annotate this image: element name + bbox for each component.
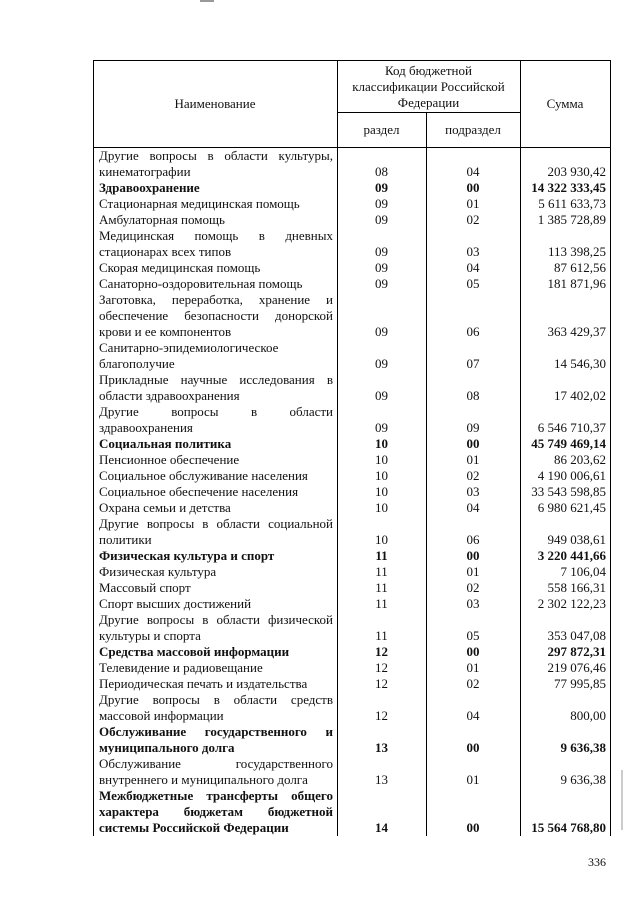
table-row: [93, 660, 610, 676]
table-row: [93, 452, 610, 468]
table-row: [93, 148, 610, 180]
row-name: Физическая культура: [99, 564, 217, 579]
table-row: [93, 292, 610, 340]
row-sum: 949 038,61: [547, 532, 606, 547]
row-razdel: 09: [375, 276, 388, 291]
row-name: Другие вопросы в области средств массовой информации: [99, 692, 333, 723]
row-podrazdel: 01: [466, 452, 480, 467]
column-divider: [426, 112, 427, 836]
row-sum: 181 871,96: [547, 276, 606, 291]
row-razdel: 12: [375, 708, 388, 723]
row-razdel: 09: [375, 212, 388, 227]
row-podrazdel: 04: [466, 708, 480, 723]
row-podrazdel: 07: [466, 356, 480, 371]
row-sum: 15 564 768,80: [531, 820, 606, 835]
row-razdel: 11: [375, 596, 388, 611]
row-podrazdel: 06: [466, 532, 480, 547]
row-name: Санаторно-оздоровительная помощь: [99, 276, 303, 291]
table-row: [93, 196, 610, 212]
table-row: [93, 212, 610, 228]
row-razdel: 14: [375, 820, 388, 835]
row-razdel: 12: [375, 660, 388, 675]
row-name: Социальное обслуживание населения: [99, 468, 308, 483]
table-row: [93, 484, 610, 500]
row-name: Охрана семьи и детства: [99, 500, 231, 515]
row-razdel: 10: [375, 436, 388, 451]
row-razdel: 11: [375, 564, 388, 579]
row-sum: 5 611 633,73: [538, 196, 606, 211]
row-name: Другие вопросы в области культуры, кинематографии: [99, 148, 333, 179]
row-podrazdel: 01: [466, 772, 480, 787]
header-budget-code: Код бюджетной классификации Российской Федерации: [337, 61, 520, 113]
row-name: Заготовка, переработка, хранение и обеспечение безопасности донорской крови и ее компонентов: [99, 292, 333, 339]
row-name: Социальная политика: [99, 436, 232, 451]
row-name: Пенсионное обеспечение: [99, 452, 240, 467]
row-name: Другие вопросы в области здравоохранения: [99, 404, 333, 435]
row-sum: 9 636,38: [560, 772, 606, 787]
row-name: Другие вопросы в области физической культуры и спорта: [99, 612, 333, 643]
table-row: [93, 436, 610, 452]
table-row: [93, 548, 610, 564]
table-row: [93, 564, 610, 580]
row-sum: 77 995,85: [554, 676, 606, 691]
row-podrazdel: 00: [466, 820, 480, 835]
row-name: Социальное обеспечение населения: [99, 484, 299, 499]
row-sum: 2 302 122,23: [537, 596, 606, 611]
row-podrazdel: 03: [466, 596, 480, 611]
table-row: [93, 180, 610, 196]
row-razdel: 09: [375, 196, 388, 211]
row-podrazdel: 03: [466, 484, 480, 499]
row-name: Стационарная медицинская помощь: [99, 196, 300, 211]
table-row: [93, 596, 610, 612]
row-sum: 14 546,30: [554, 356, 606, 371]
row-name: Прикладные научные исследования в области здравоохранения: [99, 372, 333, 403]
row-podrazdel: 02: [466, 212, 480, 227]
table-row: [93, 468, 610, 484]
table-header: [93, 60, 610, 148]
header-razdel: раздел: [363, 122, 400, 137]
row-name: Телевидение и радиовещание: [99, 660, 263, 675]
row-razdel: 12: [375, 644, 388, 659]
table-row: [93, 756, 610, 788]
column-divider: [93, 60, 94, 836]
row-name: Периодическая печать и издательства: [99, 676, 308, 691]
row-sum: 1 385 728,89: [537, 212, 606, 227]
row-sum: 219 076,46: [547, 660, 606, 675]
table-row: [93, 260, 610, 276]
row-name: Массовый спорт: [99, 580, 191, 595]
row-name: Средства массовой информации: [99, 644, 290, 659]
column-divider: [520, 60, 521, 836]
row-sum: 14 322 333,45: [531, 180, 606, 195]
row-name: Здравоохранение: [99, 180, 200, 195]
row-name: Межбюджетные трансферты общего характера бюджетам бюджетной системы Российской Федерации: [99, 788, 333, 835]
row-podrazdel: 00: [466, 548, 480, 563]
row-sum: 6 980 621,45: [537, 500, 606, 515]
row-podrazdel: 01: [466, 660, 480, 675]
table-row: [93, 580, 610, 596]
table-row: [93, 644, 610, 660]
row-name: Медицинская помощь в дневных стационарах всех типов: [99, 228, 333, 259]
row-razdel: 09: [375, 420, 388, 435]
row-sum: 558 166,31: [547, 580, 606, 595]
table-row: [93, 404, 610, 436]
table-row: [93, 340, 610, 372]
row-sum: 363 429,37: [547, 324, 606, 339]
row-razdel: 10: [375, 468, 388, 483]
row-razdel: 10: [375, 532, 388, 547]
row-podrazdel: 04: [466, 260, 480, 275]
row-podrazdel: 02: [466, 580, 480, 595]
row-razdel: 10: [375, 452, 388, 467]
row-name: Другие вопросы в области социальной политики: [99, 516, 333, 547]
row-podrazdel: 00: [466, 180, 480, 195]
row-sum: 87 612,56: [554, 260, 606, 275]
table-row: [93, 228, 610, 260]
row-podrazdel: 01: [466, 196, 480, 211]
row-name: Физическая культура и спорт: [99, 548, 275, 563]
row-podrazdel: 06: [466, 324, 480, 339]
row-name: Санитарно-эпидемиологическое благополучие: [99, 340, 279, 371]
row-sum: 297 872,31: [547, 644, 606, 659]
table-row: [93, 676, 610, 692]
row-podrazdel: 00: [466, 436, 480, 451]
budget-table: [93, 60, 610, 836]
row-sum: 4 190 006,61: [537, 468, 606, 483]
row-razdel: 09: [375, 180, 388, 195]
row-name: Обслуживание государственного и муниципального долга: [99, 724, 333, 755]
row-podrazdel: 05: [466, 276, 480, 291]
row-sum: 7 106,04: [560, 564, 606, 579]
row-podrazdel: 03: [466, 244, 480, 259]
table-row: [93, 724, 610, 756]
row-podrazdel: 01: [466, 564, 480, 579]
row-razdel: 13: [375, 772, 388, 787]
row-sum: 45 749 469,14: [531, 436, 606, 451]
table-body: [93, 148, 610, 836]
scan-mark-top: [200, 0, 214, 2]
row-podrazdel: 00: [466, 644, 480, 659]
scan-mark-right: [621, 770, 623, 830]
row-podrazdel: 04: [466, 164, 480, 179]
row-sum: 17 402,02: [554, 388, 606, 403]
row-name: Обслуживание государственного внутреннего и муниципального долга: [99, 756, 333, 787]
row-razdel: 10: [375, 500, 388, 515]
row-podrazdel: 05: [466, 628, 480, 643]
row-sum: 203 930,42: [547, 164, 606, 179]
table-row: [93, 612, 610, 644]
row-razdel: 08: [375, 164, 388, 179]
header-podrazdel: подраздел: [445, 122, 501, 137]
row-razdel: 10: [375, 484, 388, 499]
table-row: [93, 516, 610, 548]
row-razdel: 09: [375, 244, 388, 259]
row-podrazdel: 09: [466, 420, 480, 435]
row-razdel: 09: [375, 356, 388, 371]
column-divider: [337, 60, 338, 836]
page-number: 336: [588, 855, 606, 869]
header-sum: Сумма: [546, 96, 584, 111]
row-podrazdel: 00: [466, 740, 480, 755]
row-podrazdel: 02: [466, 676, 480, 691]
row-name: Спорт высших достижений: [99, 596, 252, 611]
row-razdel: 09: [375, 388, 388, 403]
header-name: Наименование: [174, 96, 256, 111]
row-sum: 353 047,08: [547, 628, 606, 643]
table-row: [93, 692, 610, 724]
row-sum: 86 203,62: [554, 452, 606, 467]
row-name: Амбулаторная помощь: [99, 212, 225, 227]
column-divider: [610, 60, 611, 836]
row-sum: 3 220 441,66: [537, 548, 606, 563]
row-razdel: 13: [375, 740, 388, 755]
row-name: Скорая медицинская помощь: [99, 260, 261, 275]
row-sum: 33 543 598,85: [531, 484, 606, 499]
row-razdel: 09: [375, 260, 388, 275]
row-razdel: 11: [375, 628, 388, 643]
row-razdel: 11: [375, 580, 388, 595]
table-row: [93, 500, 610, 516]
row-podrazdel: 04: [466, 500, 480, 515]
row-sum: 113 398,25: [547, 244, 606, 259]
row-razdel: 11: [375, 548, 388, 563]
table-row: [93, 372, 610, 404]
row-podrazdel: 02: [466, 468, 480, 483]
table-row: [93, 788, 610, 836]
row-sum: 800,00: [570, 708, 606, 723]
row-razdel: 12: [375, 676, 388, 691]
row-podrazdel: 08: [466, 388, 480, 403]
row-sum: 9 636,38: [560, 740, 606, 755]
table-row: [93, 276, 610, 292]
row-razdel: 09: [375, 324, 388, 339]
row-sum: 6 546 710,37: [537, 420, 606, 435]
